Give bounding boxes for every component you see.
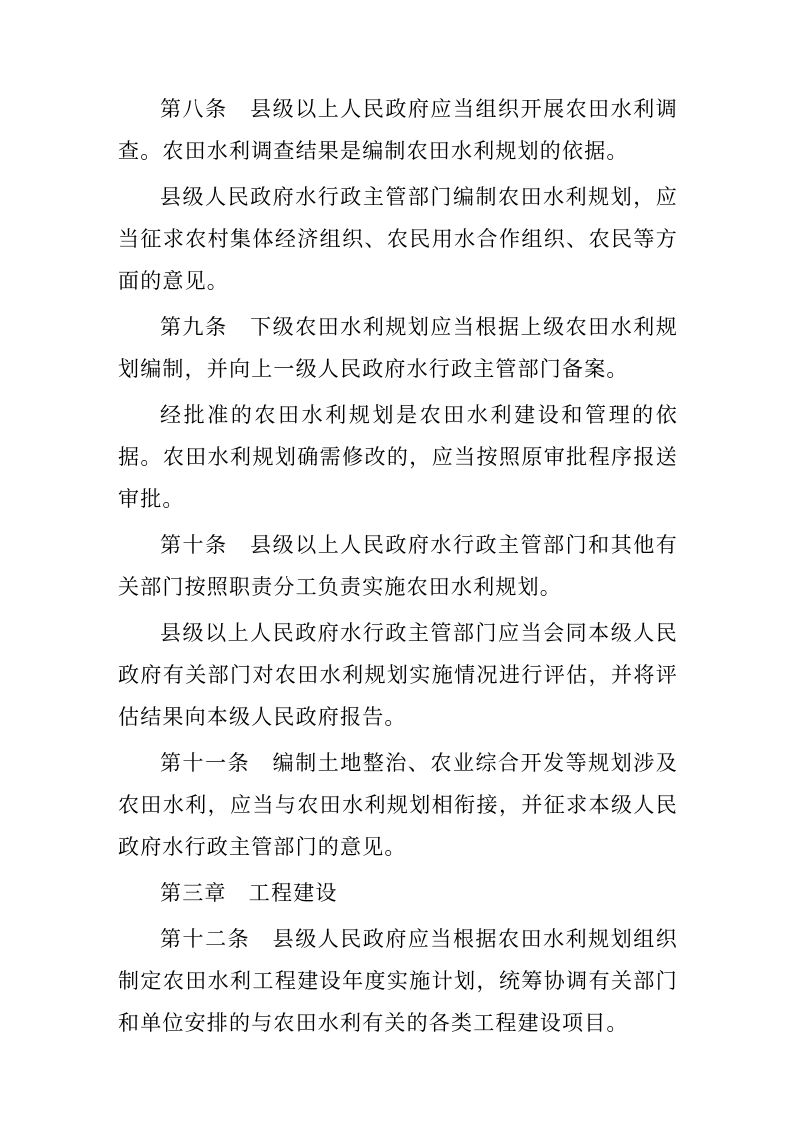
article-12-paragraph: 第十二条 县级人民政府应当根据农田水利规划组织制定农田水利工程建设年度实施计划，统筹协调有关部门和单位安排的与农田水利有关的各类工程建设项目。 — [118, 927, 678, 1035]
article-9-second-paragraph: 经批准的农田水利规划是农田水利建设和管理的依据。农田水利规划确需修改的，应当按照原审批程序报送审批。 — [118, 403, 678, 511]
document-page — [118, 88, 678, 1044]
article-8-paragraph: 第八条 县级以上人民政府应当组织开展农田水利调查。农田水利调查结果是编制农田水利规划的依据。 — [118, 97, 678, 163]
article-10-paragraph: 第十条 县级以上人民政府水行政主管部门和其他有关部门按照职责分工负责实施农田水利规划。 — [118, 533, 678, 599]
article-10-second-paragraph: 县级以上人民政府水行政主管部门应当会同本级人民政府有关部门对农田水利规划实施情况进行评估，并将评估结果向本级人民政府报告。 — [118, 621, 678, 729]
article-9-paragraph: 第九条 下级农田水利规划应当根据上级农田水利规划编制，并向上一级人民政府水行政主管部门备案。 — [118, 315, 678, 381]
article-11-paragraph: 第十一条 编制土地整治、农业综合开发等规划涉及农田水利，应当与农田水利规划相衔接，并征求本级人民政府水行政主管部门的意见。 — [118, 751, 678, 859]
chapter-heading: 第三章 工程建设 — [160, 881, 338, 905]
article-8-second-paragraph: 县级人民政府水行政主管部门编制农田水利规划，应当征求农村集体经济组织、农民用水合作组织、农民等方面的意见。 — [118, 185, 678, 293]
